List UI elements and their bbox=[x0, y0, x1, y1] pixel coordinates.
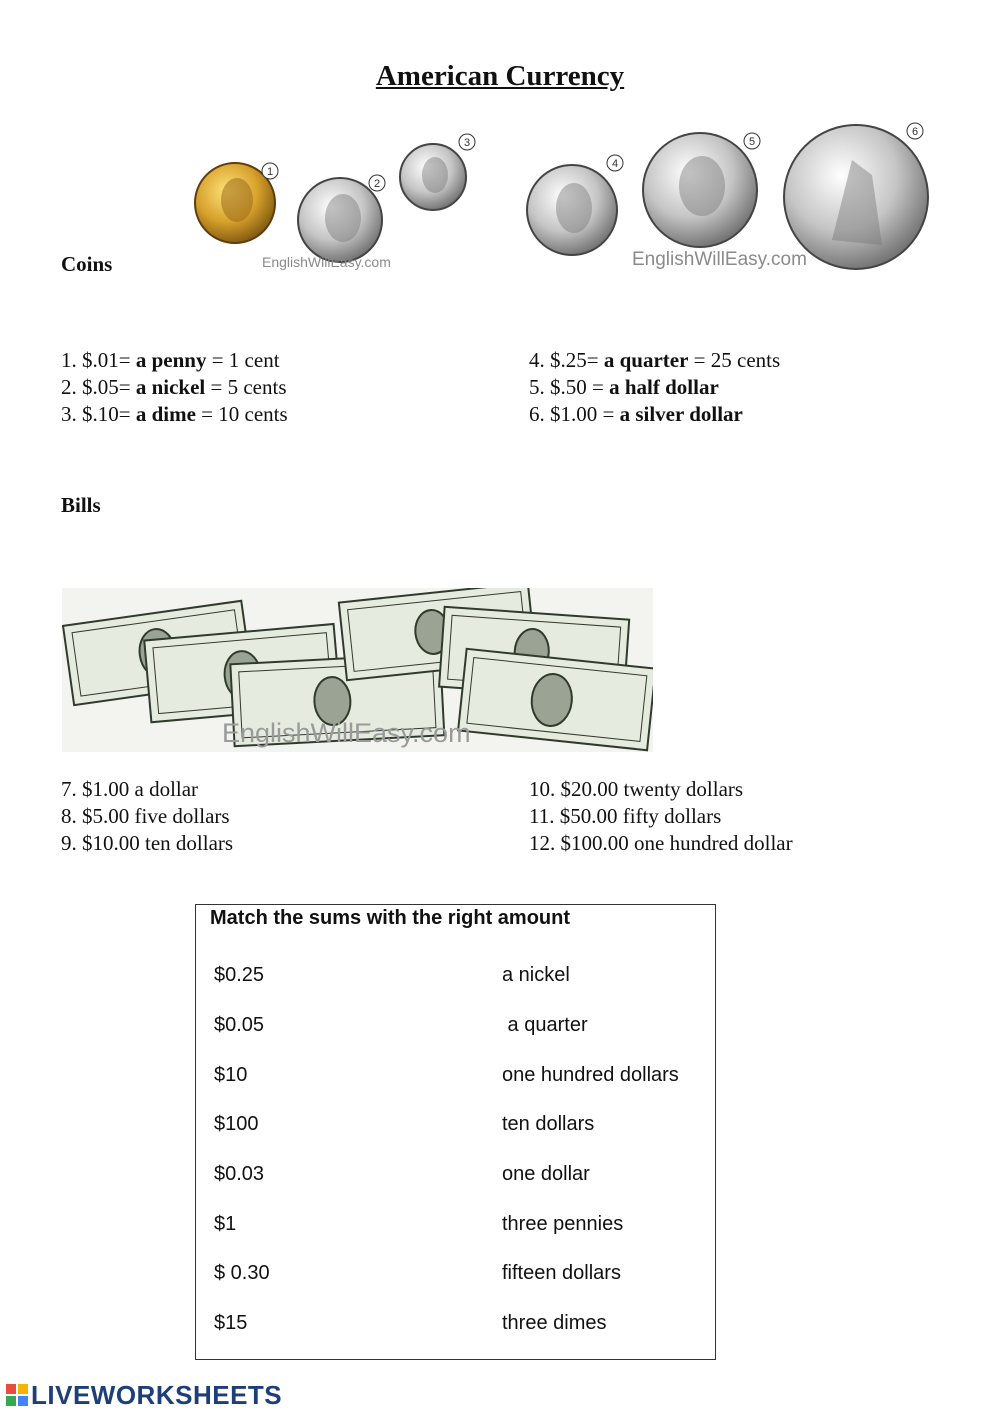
bills-heading: Bills bbox=[61, 493, 101, 517]
coin-number: 3 bbox=[463, 137, 471, 149]
bills-list-left bbox=[61, 776, 233, 857]
match-exercise-box bbox=[195, 904, 716, 1360]
amount-item[interactable]: ten dollars bbox=[502, 1113, 595, 1135]
bills-list-right bbox=[529, 776, 793, 857]
sum-item[interactable]: $0.03 bbox=[214, 1163, 265, 1185]
sum-item[interactable]: $10 bbox=[214, 1064, 248, 1086]
amount-item[interactable]: three dimes bbox=[502, 1312, 607, 1334]
coin-item: 5. $.50 = a half dollar bbox=[529, 375, 719, 399]
bill-item: 12. $100.00 one hundred dollar bbox=[529, 831, 793, 855]
page-title: American Currency bbox=[375, 60, 625, 92]
watermark: EnglishWillEasy.com bbox=[632, 249, 807, 270]
sum-item[interactable]: $0.25 bbox=[214, 964, 265, 986]
watermark: EnglishWillEasy.com bbox=[222, 718, 471, 748]
amount-item[interactable]: one dollar bbox=[502, 1163, 590, 1185]
match-title: Match the sums with the right amount bbox=[210, 907, 571, 929]
coins-heading: Coins bbox=[61, 252, 113, 276]
coins-list-right bbox=[529, 347, 780, 428]
brand-name: LIVEWORKSHEETS bbox=[31, 1380, 283, 1410]
silver-dollar-icon bbox=[784, 125, 928, 269]
amount-item[interactable]: one hundred dollars bbox=[502, 1064, 679, 1086]
bill-item: 10. $20.00 twenty dollars bbox=[529, 777, 744, 801]
bill-item: 11. $50.00 fifty dollars bbox=[529, 804, 722, 828]
sum-item[interactable]: $1 bbox=[214, 1213, 237, 1235]
coins-list-left bbox=[61, 347, 288, 428]
coin-number: 4 bbox=[611, 158, 619, 170]
liveworksheets-logo[interactable] bbox=[6, 1380, 282, 1411]
watermark: EnglishWillEasy.com bbox=[262, 254, 391, 270]
sum-item[interactable]: $0.05 bbox=[214, 1014, 265, 1036]
amount-item[interactable]: fifteen dollars bbox=[502, 1262, 621, 1284]
amount-item[interactable]: three pennies bbox=[502, 1213, 624, 1235]
quarter-icon bbox=[527, 165, 617, 255]
dime-icon bbox=[400, 144, 466, 210]
coin-item: 4. $.25= a quarter = 25 cents bbox=[529, 348, 781, 372]
bill-item: 9. $10.00 ten dollars bbox=[61, 831, 234, 855]
bill-item: 8. $5.00 five dollars bbox=[61, 804, 230, 828]
coin-number: 5 bbox=[748, 136, 756, 148]
amount-item[interactable]: a quarter bbox=[502, 1014, 588, 1036]
sum-item[interactable]: $100 bbox=[214, 1113, 259, 1135]
sum-item[interactable]: $15 bbox=[214, 1312, 248, 1334]
coin-item: 1. $.01= a penny = 1 cent bbox=[61, 348, 280, 372]
coin-number: 1 bbox=[266, 166, 274, 178]
coin-number: 6 bbox=[911, 126, 919, 138]
coin-item: 2. $.05= a nickel = 5 cents bbox=[61, 375, 287, 399]
coin-item: 6. $1.00 = a silver dollar bbox=[529, 402, 743, 426]
amount-item[interactable]: a nickel bbox=[502, 964, 570, 986]
coin-item: 3. $.10= a dime = 10 cents bbox=[61, 402, 288, 426]
nickel-icon bbox=[298, 178, 382, 262]
coin-number: 2 bbox=[373, 178, 381, 190]
liveworksheets-icon bbox=[6, 1384, 28, 1406]
sum-item[interactable]: $ 0.30 bbox=[214, 1262, 270, 1284]
bill-item: 7. $1.00 a dollar bbox=[61, 777, 199, 801]
half-dollar-icon bbox=[643, 133, 757, 247]
